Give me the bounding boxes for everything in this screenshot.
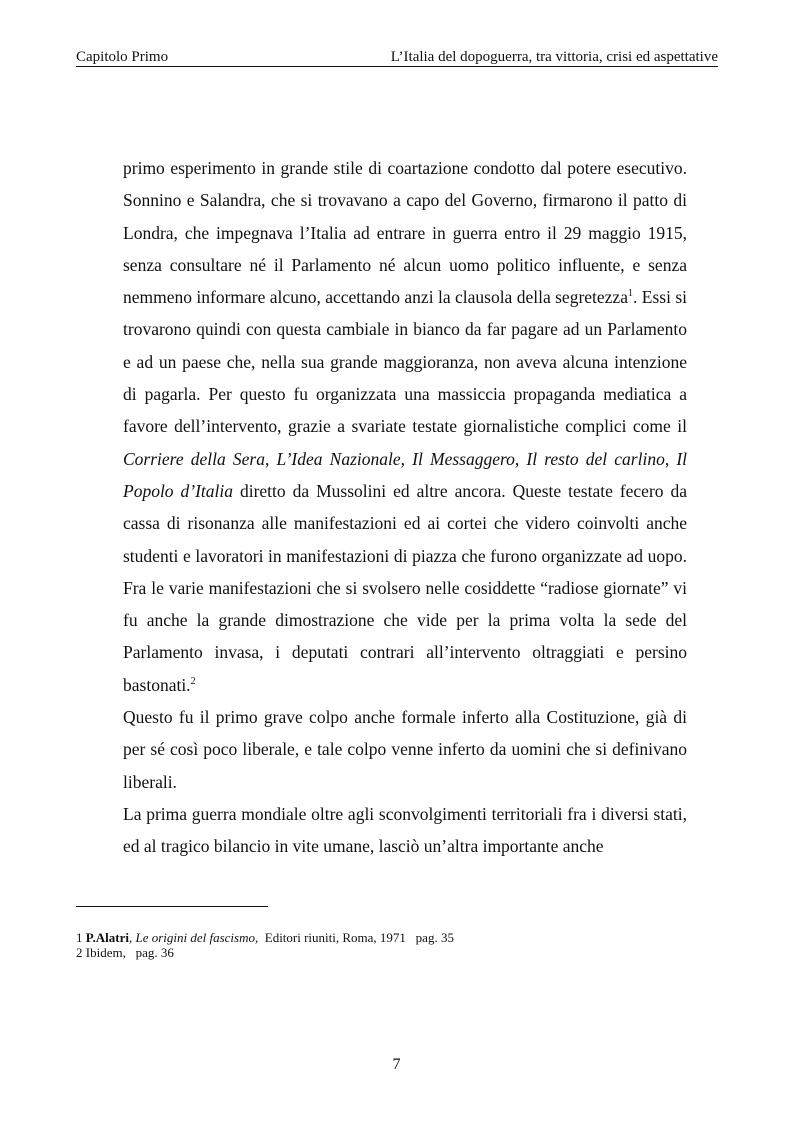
footnote-author: P.Alatri	[85, 930, 129, 945]
text-run: ,	[264, 448, 277, 469]
footnote-details: Editori riuniti, Roma, 1971 pag. 35	[258, 930, 454, 945]
newspaper-title: Il resto del carlino	[526, 448, 665, 469]
chapter-title: L’Italia del dopoguerra, tra vittoria, crisi ed aspettative	[390, 49, 718, 65]
footnote-ref-2[interactable]: 2	[190, 675, 196, 687]
main-text	[123, 152, 687, 863]
newspaper-title: Il Popolo d’Italia	[123, 448, 688, 501]
text-run: ,	[514, 448, 527, 469]
text-run: primo esperimento in grande stile di coartazione condotto dal potere esecutivo. Sonnino e Salandra, che si trovavano a capo del Governo, firmarono il patto di Londra, che impegnava l’Italia ad entrare in guerra entro il 29 maggio 1915, senza consultare né il Parlamento né alcun uomo politico influente, e senza nemmeno informare alcuno, accettando anzi la clausola della segretezza	[123, 158, 687, 308]
paragraph-1	[123, 152, 687, 701]
footnote-ref-1[interactable]: 1	[627, 288, 633, 300]
footnote-book-title: Le origini del fascismo,	[135, 930, 259, 945]
footnote-number: 2	[76, 945, 83, 960]
footnote-2	[76, 945, 454, 960]
paragraph-2: Questo fu il primo grave colpo anche formale inferto alla Costituzione, già di per sé così poco liberale, e tale colpo venne inferto da uomini che si definivano liberali.	[123, 707, 687, 792]
newspaper-title: Il Messaggero	[412, 448, 515, 469]
text-run: . Essi si trovarono quindi con questa cambiale in bianco da far pagare ad un Parlamento e ad un paese che, nella sua grande maggioranza, non aveva alcuna intenzione di pagarla. Per questo fu organizzata una massiccia propaganda mediatica a favore dell’intervento, grazie a svariate testate giornalistiche complici come il	[123, 287, 687, 437]
footnote-1	[76, 930, 454, 945]
newspaper-title: L’Idea Nazionale	[276, 448, 401, 469]
chapter-label: Capitolo Primo	[76, 49, 169, 65]
text-run: ,	[128, 930, 136, 945]
text-run: ,	[400, 448, 413, 469]
text-run: diretto da Mussolini ed altre ancora. Queste testate fecero da cassa di risonanza alle manifestazioni ed ai cortei che videro coinvolti anche studenti e lavoratori in manifestazioni di piazza che furono organizzate ad uopo. Fra le varie manifestazioni che si svolsero nelle cosiddette “radiose giornate” vi fu anche la grande dimostrazione che vide per la prima volta la sede del Parlamento invasa, i deputati contrari all’intervento oltraggiati e persino bastonati.	[123, 480, 688, 695]
footnote-number: 1	[76, 930, 83, 945]
text-run: ,	[664, 448, 677, 469]
paragraph-3: La prima guerra mondiale oltre agli sconvolgimenti territoriali fra i diversi stati, ed al tragico bilancio in vite umane, lasciò un’altra importante anche	[123, 803, 687, 857]
running-header	[76, 46, 718, 67]
footnote-details: Ibidem, pag. 36	[85, 945, 174, 960]
footnotes	[76, 930, 454, 960]
footnote-divider	[76, 906, 268, 907]
page-number: 7	[392, 1056, 401, 1073]
newspaper-title: Corriere della Sera	[123, 448, 265, 469]
